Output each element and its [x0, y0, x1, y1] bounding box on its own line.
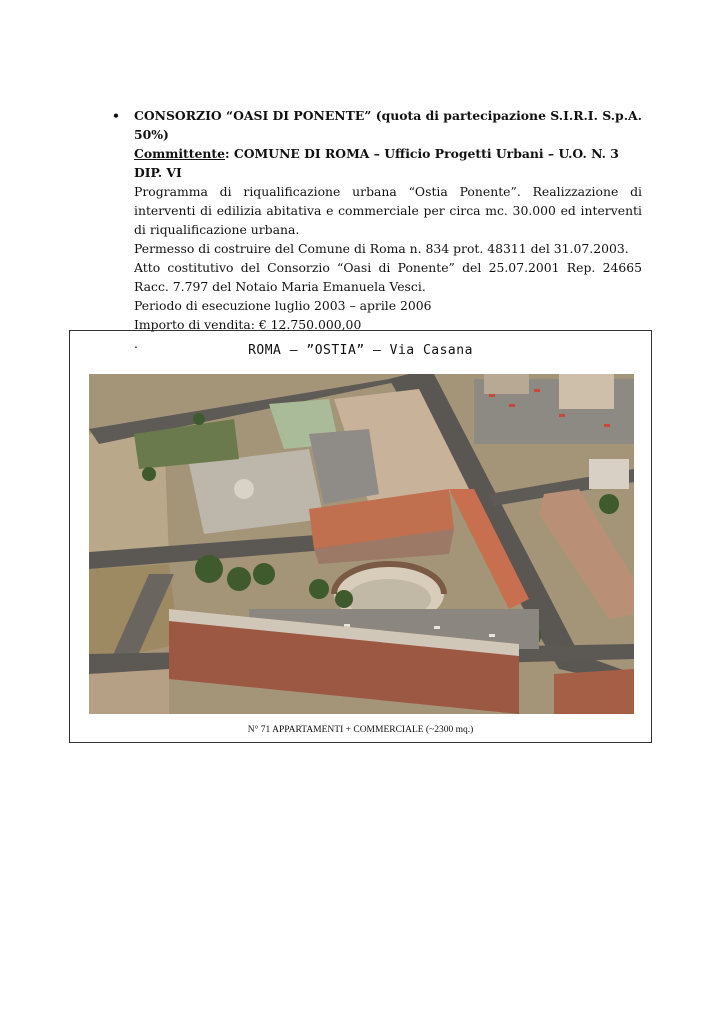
entry-title: CONSORZIO “OASI DI PONENTE” (quota di partecipazione S.I.R.I. S.p.A. 50%) — [134, 108, 642, 142]
bullet-row — [112, 106, 642, 353]
project-entry — [112, 106, 642, 353]
bullet-dot: • — [112, 108, 120, 123]
figure-caption: N° 71 APPARTAMENTI + COMMERCIALE (~2300 mq.) — [247, 725, 474, 735]
committente-line — [134, 144, 642, 182]
entry-period: Periodo di esecuzione luglio 2003 – aprile 2006 — [134, 298, 432, 313]
committente-label: Committente — [134, 146, 225, 161]
figure-frame — [69, 330, 652, 743]
entry-permit: Permesso di costruire del Comune di Roma n. 834 prot. 48311 del 31.07.2003. — [134, 241, 629, 256]
bullet-content — [134, 106, 642, 353]
aerial-photo — [89, 374, 634, 714]
entry-amount: Importo di vendita: € 12.750.000,00 — [134, 317, 362, 332]
aerial-photo-illustration — [89, 374, 634, 714]
entry-deed: Atto costitutivo del Consorzio “Oasi di Ponente” del 25.07.2001 Rep. 24665 Racc. 7.797 del Notaio Maria Emanuela Vesci. — [134, 260, 642, 294]
committente-value: : COMUNE DI ROMA – Ufficio Progetti Urbani – U.O. N. 3 DIP. VI — [134, 146, 619, 180]
entry-description: Programma di riqualificazione urbana “Ostia Ponente”. Realizzazione di interventi di edilizia abitativa e commerciale per circa mc. 30.000 ed interventi di riqualificazione urbana. — [134, 184, 642, 237]
entry-trailing: . — [134, 336, 138, 351]
figure-title: ROMA – ”OSTIA” – Via Casana — [248, 343, 473, 358]
